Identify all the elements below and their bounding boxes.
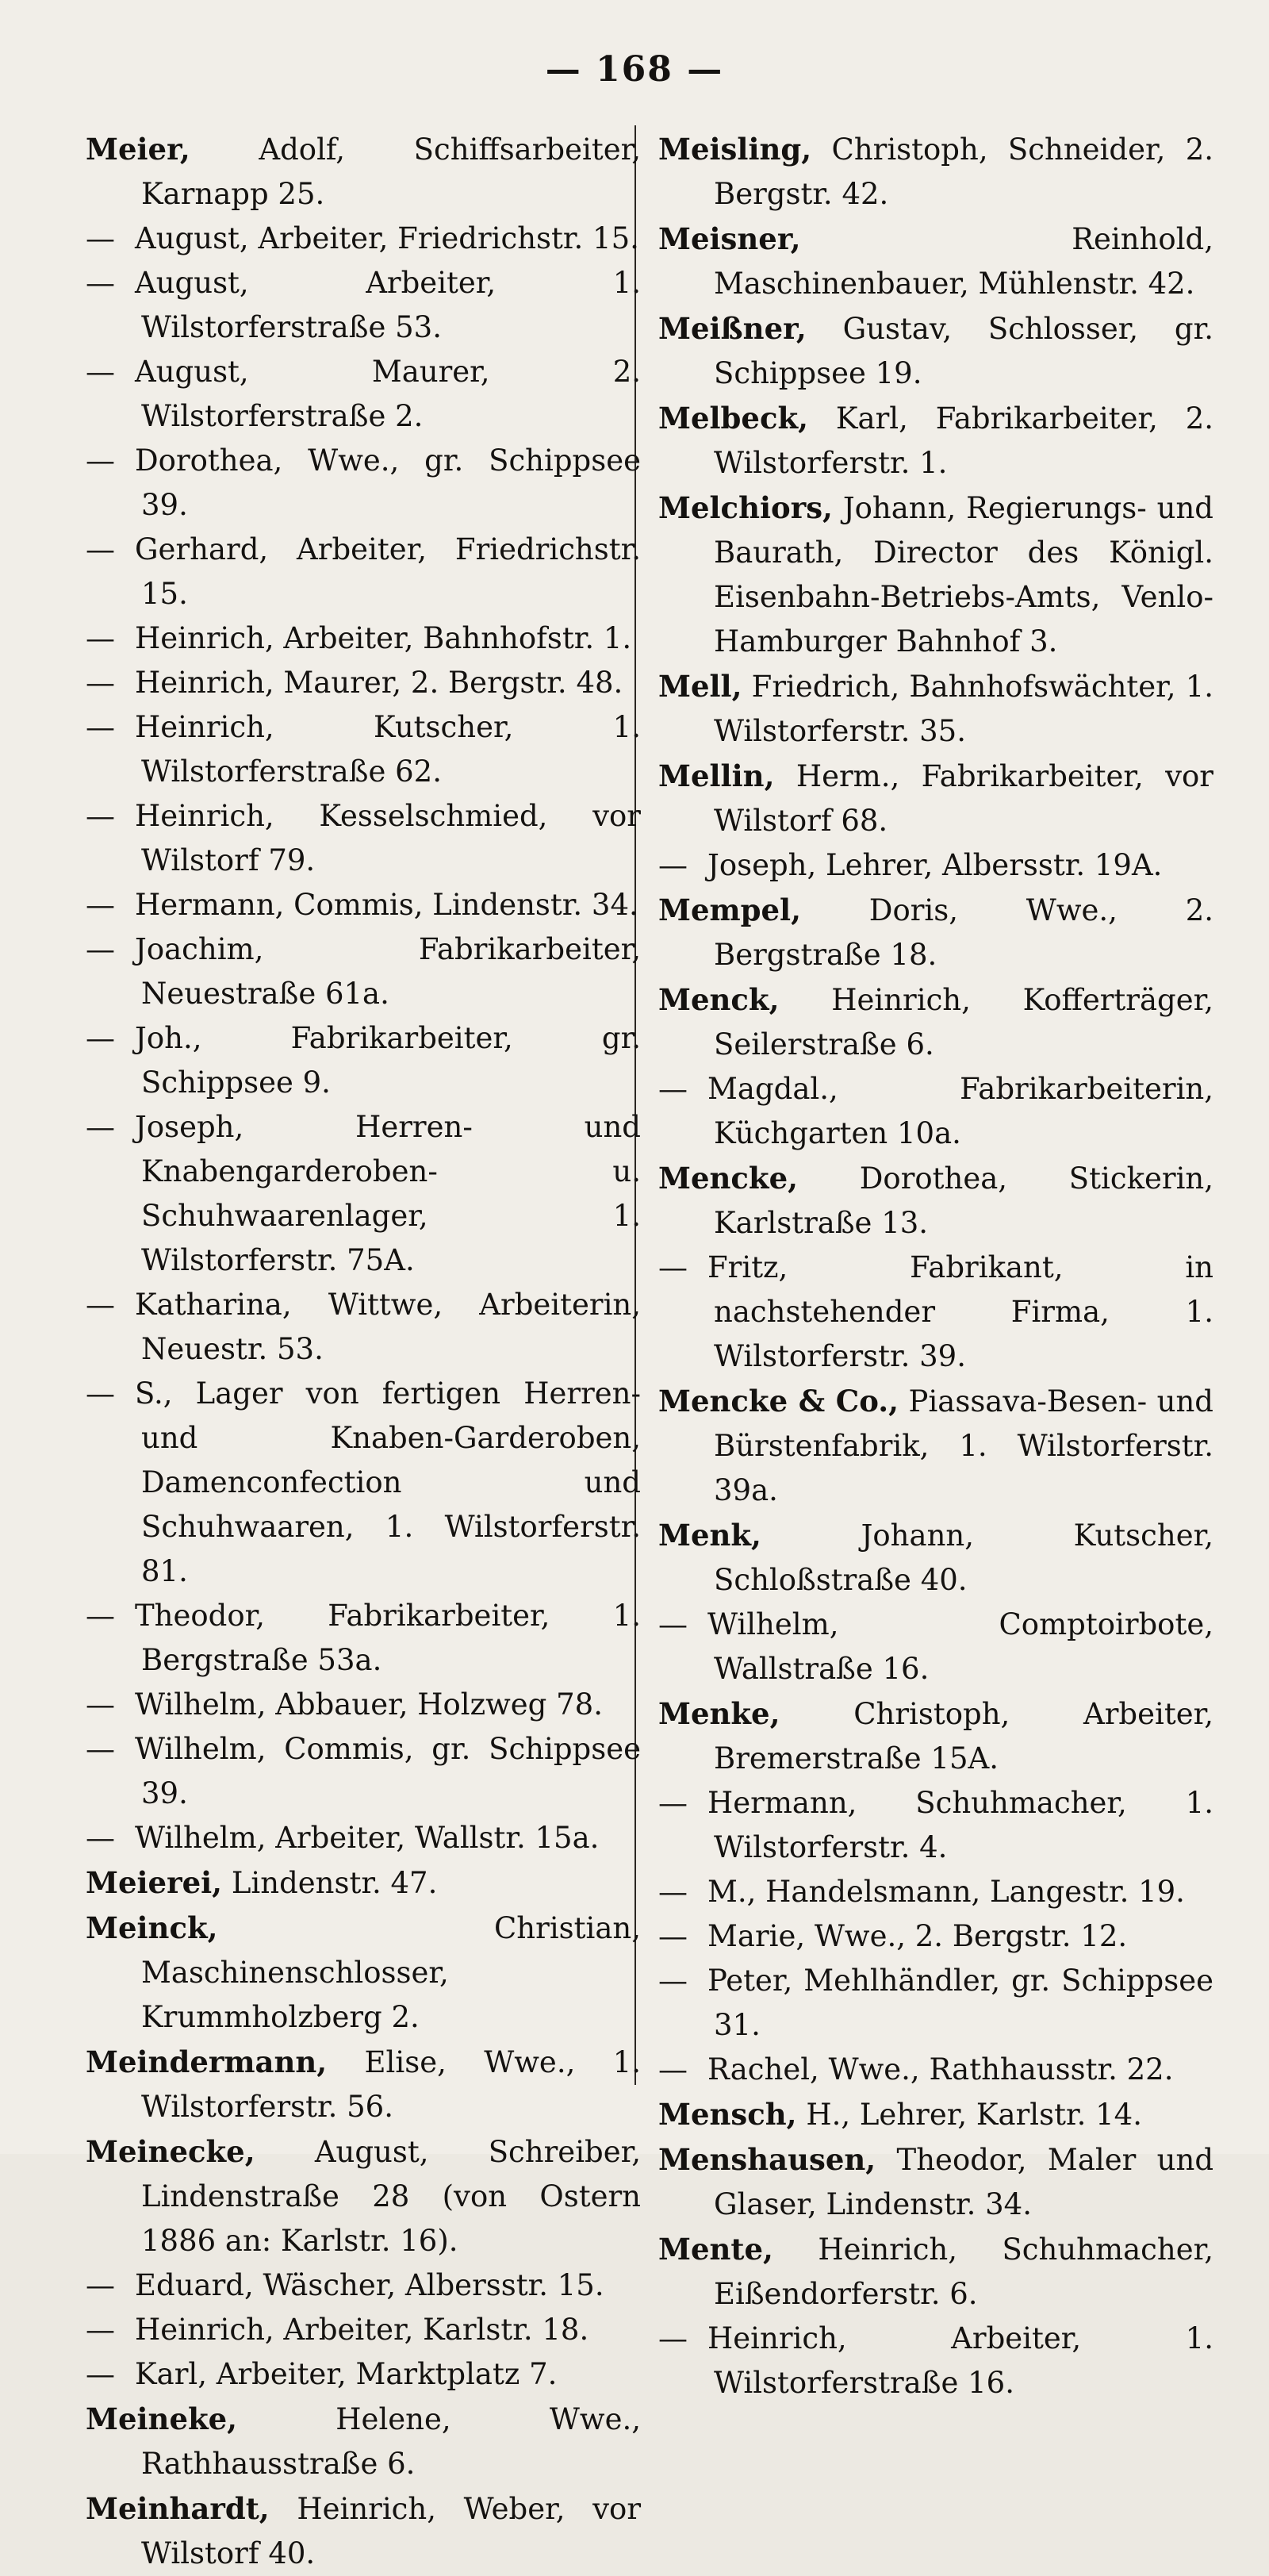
entry-text: Heinrich, Kesselschmied, vor Wilstorf 79. <box>135 799 641 877</box>
directory-entry <box>86 1283 641 1372</box>
entry-text: Helene, Wwe., Rathhausstraße 6. <box>141 2402 641 2481</box>
entry-text: Adolf, Schiffsarbeiter, Karnapp 25. <box>141 132 641 211</box>
entry-text: Hermann, Commis, Lindenstr. 34. <box>135 888 638 922</box>
entry-text: Heinrich, Arbeiter, Bahnhofstr. 1. <box>135 621 632 655</box>
entry-surname: Meisling, <box>658 132 812 167</box>
directory-entry <box>658 1067 1213 1156</box>
entry-text: Joseph, Herren- und Knabengarderoben- u. Schuhwaarenlager, 1. Wilstorferstr. 75A. <box>135 1110 641 1277</box>
directory-entry <box>86 2040 641 2129</box>
directory-entry <box>658 977 1213 1067</box>
entry-text: Magdal., Fabrikarbeiterin, Küchgarten 10a. <box>707 1072 1213 1150</box>
entry-text: August, Maurer, 2. Wilstorferstraße 2. <box>135 355 641 433</box>
entry-text: Fritz, Fabrikant, in nachstehender Firma, 1. Wilstorferstr. 39. <box>707 1250 1213 1373</box>
ditto-dash: — <box>658 1607 688 1641</box>
directory-entry <box>658 664 1213 754</box>
entry-surname: Meindermann, <box>86 2044 328 2079</box>
ditto-dash: — <box>658 1250 688 1284</box>
entry-text: Theodor, Maler und Glaser, Lindenstr. 34. <box>714 2143 1213 2221</box>
entry-surname: Melbeck, <box>658 401 809 436</box>
left-column <box>86 127 641 2576</box>
entry-text: M., Handelsmann, Langestr. 19. <box>707 1875 1185 1909</box>
entry-surname: Mensch, <box>658 2097 797 2132</box>
ditto-dash: — <box>86 710 115 744</box>
ditto-dash: — <box>86 221 115 255</box>
entry-surname: Meisner, <box>658 221 801 256</box>
entry-text: Karl, Fabrikarbeiter, 2. Wilstorferstr. 1. <box>714 401 1214 480</box>
ditto-dash: — <box>658 2052 688 2087</box>
entry-text: Peter, Mehlhändler, gr. Schippsee 31. <box>707 1964 1213 2042</box>
entry-text: Dorothea, Stickerin, Karlstraße 13. <box>714 1161 1214 1240</box>
directory-entry <box>86 705 641 794</box>
entry-text: August, Arbeiter, Friedrichstr. 15. <box>135 221 639 255</box>
entry-text: Wilhelm, Comptoirbote, Wallstraße 16. <box>707 1607 1213 1686</box>
entry-text: Lindenstr. 47. <box>231 1866 438 1900</box>
entry-text: Johann, Regierungs- und Baurath, Director des Königl. Eisenbahn-Betriebs-Amts, Venlo-Hamburger Bahnhof 3. <box>714 491 1213 658</box>
directory-entry <box>86 1105 641 1283</box>
directory-entry <box>86 350 641 439</box>
directory-entry <box>658 1156 1213 1246</box>
entry-text: Marie, Wwe., 2. Bergstr. 12. <box>707 1919 1128 1953</box>
entry-text: H., Lehrer, Karlstr. 14. <box>806 2098 1142 2132</box>
directory-entry <box>658 843 1213 888</box>
entry-surname: Mente, <box>658 2232 773 2267</box>
directory-entry <box>86 661 641 705</box>
directory-entry <box>86 1594 641 1683</box>
entry-text: Johann, Kutscher, Schloßstraße 40. <box>714 1518 1213 1597</box>
directory-entry <box>658 1246 1213 1379</box>
entry-text: Heinrich, Arbeiter, 1. Wilstorferstraße 16. <box>707 2321 1213 2400</box>
ditto-dash: — <box>658 1919 688 1953</box>
ditto-dash: — <box>658 1875 688 1909</box>
directory-entry <box>86 2308 641 2352</box>
directory-entry <box>86 2352 641 2397</box>
ditto-dash: — <box>658 1964 688 1998</box>
ditto-dash: — <box>86 266 115 300</box>
ditto-dash: — <box>86 1376 115 1411</box>
entry-text: Dorothea, Wwe., gr. Schippsee 39. <box>135 443 641 522</box>
ditto-dash: — <box>658 2321 688 2355</box>
directory-entry <box>658 306 1213 396</box>
ditto-dash: — <box>86 1021 115 1055</box>
entry-text: Wilhelm, Commis, gr. Schippsee 39. <box>135 1732 641 1810</box>
entry-surname: Mencke, <box>658 1161 798 1196</box>
directory-entry <box>86 528 641 616</box>
entry-surname: Melchiors, <box>658 490 833 525</box>
directory-entry <box>658 2227 1213 2317</box>
directory-entry <box>658 396 1213 486</box>
ditto-dash: — <box>86 621 115 655</box>
entry-text: Heinrich, Kutscher, 1. Wilstorferstraße 62. <box>135 710 641 789</box>
directory-entry <box>658 1603 1213 1691</box>
entry-text: Eduard, Wäscher, Albersstr. 15. <box>135 2268 604 2302</box>
directory-entry <box>86 439 641 528</box>
entry-text: Wilhelm, Abbauer, Holzweg 78. <box>135 1687 603 1722</box>
ditto-dash: — <box>86 2357 115 2391</box>
directory-entry <box>658 2092 1213 2137</box>
ditto-dash: — <box>658 848 688 882</box>
entry-surname: Menck, <box>658 982 780 1017</box>
entry-text: Joachim, Fabrikarbeiter, Neuestraße 61a. <box>135 932 641 1011</box>
ditto-dash: — <box>86 1110 115 1144</box>
directory-entry <box>658 2317 1213 2405</box>
directory-entry <box>86 2263 641 2308</box>
ditto-dash: — <box>86 1599 115 1633</box>
ditto-dash: — <box>86 2268 115 2302</box>
ditto-dash: — <box>86 532 115 566</box>
entry-surname: Mellin, <box>658 758 775 793</box>
entry-text: Rachel, Wwe., Rathhausstr. 22. <box>707 2052 1174 2087</box>
directory-entry <box>658 1513 1213 1603</box>
directory-entry <box>658 1914 1213 1959</box>
entry-text: August, Arbeiter, 1. Wilstorferstraße 53. <box>135 266 641 344</box>
directory-entry <box>86 217 641 261</box>
right-column <box>658 127 1213 2405</box>
entry-text: Heinrich, Arbeiter, Karlstr. 18. <box>135 2313 589 2347</box>
directory-entry <box>86 1372 641 1594</box>
entry-surname: Meinhardt, <box>86 2491 270 2526</box>
entry-surname: Mencke & Co., <box>658 1384 899 1419</box>
entry-text: Heinrich, Weber, vor Wilstorf 40. <box>141 2492 642 2570</box>
entry-text: Herm., Fabrikarbeiter, vor Wilstorf 68. <box>714 759 1213 838</box>
directory-entry <box>86 883 641 927</box>
entry-text: Theodor, Fabrikarbeiter, 1. Bergstraße 53a. <box>135 1599 641 1677</box>
entry-surname: Mempel, <box>658 893 801 927</box>
directory-entry <box>658 1691 1213 1781</box>
ditto-dash: — <box>86 1732 115 1766</box>
entry-text: Doris, Wwe., 2. Bergstraße 18. <box>714 893 1214 972</box>
entry-text: S., Lager von fertigen Herren- und Knaben-Garderoben, Damenconfection und Schuhwaaren, 1. Wilstorferstr. 81. <box>135 1376 641 1588</box>
entry-text: Gustav, Schlosser, gr. Schippsee 19. <box>714 312 1213 390</box>
directory-entry <box>86 1816 641 1860</box>
ditto-dash: — <box>86 932 115 966</box>
entry-text: Christoph, Schneider, 2. Bergstr. 42. <box>714 132 1213 211</box>
directory-entry <box>86 616 641 661</box>
directory-entry <box>86 1016 641 1105</box>
entry-surname: Meineke, <box>86 2401 238 2436</box>
entry-surname: Menke, <box>658 1696 780 1731</box>
directory-entry <box>86 2486 641 2576</box>
entry-text: Gerhard, Arbeiter, Friedrichstr. 15. <box>135 532 641 611</box>
directory-entry <box>86 927 641 1016</box>
directory-entry <box>658 1959 1213 2048</box>
directory-entry <box>658 1870 1213 1914</box>
entry-text: Reinhold, Maschinenbauer, Mühlenstr. 42. <box>714 222 1213 301</box>
entry-text: Karl, Arbeiter, Marktplatz 7. <box>135 2357 558 2391</box>
entry-surname: Menk, <box>658 1518 761 1553</box>
directory-entry <box>658 2048 1213 2092</box>
entry-text: Heinrich, Kofferträger, Seilerstraße 6. <box>714 983 1214 1061</box>
directory-entry <box>658 1379 1213 1513</box>
entry-surname: Meierei, <box>86 1865 223 1900</box>
directory-entry <box>86 1906 641 2040</box>
ditto-dash: — <box>86 1687 115 1722</box>
entry-text: Heinrich, Schuhmacher, Eißendorferstr. 6. <box>714 2232 1213 2311</box>
directory-entry <box>86 127 641 217</box>
ditto-dash: — <box>658 1072 688 1106</box>
ditto-dash: — <box>86 355 115 389</box>
directory-entry <box>658 754 1213 843</box>
directory-entry <box>86 2397 641 2486</box>
entry-text: Friedrich, Bahnhofswächter, 1. Wilstorferstr. 35. <box>714 670 1213 748</box>
entry-text: Wilhelm, Arbeiter, Wallstr. 15a. <box>135 1821 600 1855</box>
entry-text: Heinrich, Maurer, 2. Bergstr. 48. <box>135 666 623 700</box>
directory-entry <box>86 1860 641 1906</box>
entry-surname: Meinecke, <box>86 2134 255 2169</box>
entry-text: Elise, Wwe., 1. Wilstorferstr. 56. <box>141 2045 642 2124</box>
ditto-dash: — <box>86 1821 115 1855</box>
directory-entry <box>658 888 1213 977</box>
directory-entry <box>658 486 1213 664</box>
ditto-dash: — <box>86 666 115 700</box>
directory-entry <box>86 1683 641 1727</box>
entry-text: August, Schreiber, Lindenstraße 28 (von Ostern 1886 an: Karlstr. 16). <box>141 2135 641 2258</box>
entry-text: Hermann, Schuhmacher, 1. Wilstorferstr. 4. <box>707 1786 1213 1864</box>
entry-surname: Meinck, <box>86 1910 218 1945</box>
entry-surname: Meißner, <box>658 311 807 346</box>
entry-text: Christoph, Arbeiter, Bremerstraße 15A. <box>714 1697 1213 1776</box>
directory-entry <box>658 1781 1213 1870</box>
page-number: — 168 — <box>545 49 724 90</box>
directory-entry <box>86 2129 641 2263</box>
directory-entry <box>86 261 641 350</box>
entry-surname: Mell, <box>658 669 742 704</box>
ditto-dash: — <box>86 888 115 922</box>
entry-text: Christian, Maschinenschlosser, Krummholzberg 2. <box>141 1911 641 2034</box>
directory-entry <box>658 217 1213 306</box>
directory-entry <box>658 2137 1213 2227</box>
entry-text: Piassava-Besen- und Bürstenfabrik, 1. Wilstorferstr. 39a. <box>714 1384 1213 1507</box>
entry-text: Katharina, Wittwe, Arbeiterin, Neuestr. 53. <box>135 1288 641 1366</box>
ditto-dash: — <box>86 2313 115 2347</box>
directory-entry <box>86 794 641 883</box>
entry-surname: Menshausen, <box>658 2142 876 2177</box>
directory-entry <box>658 127 1213 217</box>
directory-entry <box>86 1727 641 1816</box>
ditto-dash: — <box>86 443 115 478</box>
entry-text: Joseph, Lehrer, Albersstr. 19A. <box>707 848 1163 882</box>
entry-text: Joh., Fabrikarbeiter, gr. Schippsee 9. <box>135 1021 641 1100</box>
ditto-dash: — <box>86 799 115 833</box>
ditto-dash: — <box>658 1786 688 1820</box>
entry-surname: Meier, <box>86 132 190 167</box>
ditto-dash: — <box>86 1288 115 1322</box>
